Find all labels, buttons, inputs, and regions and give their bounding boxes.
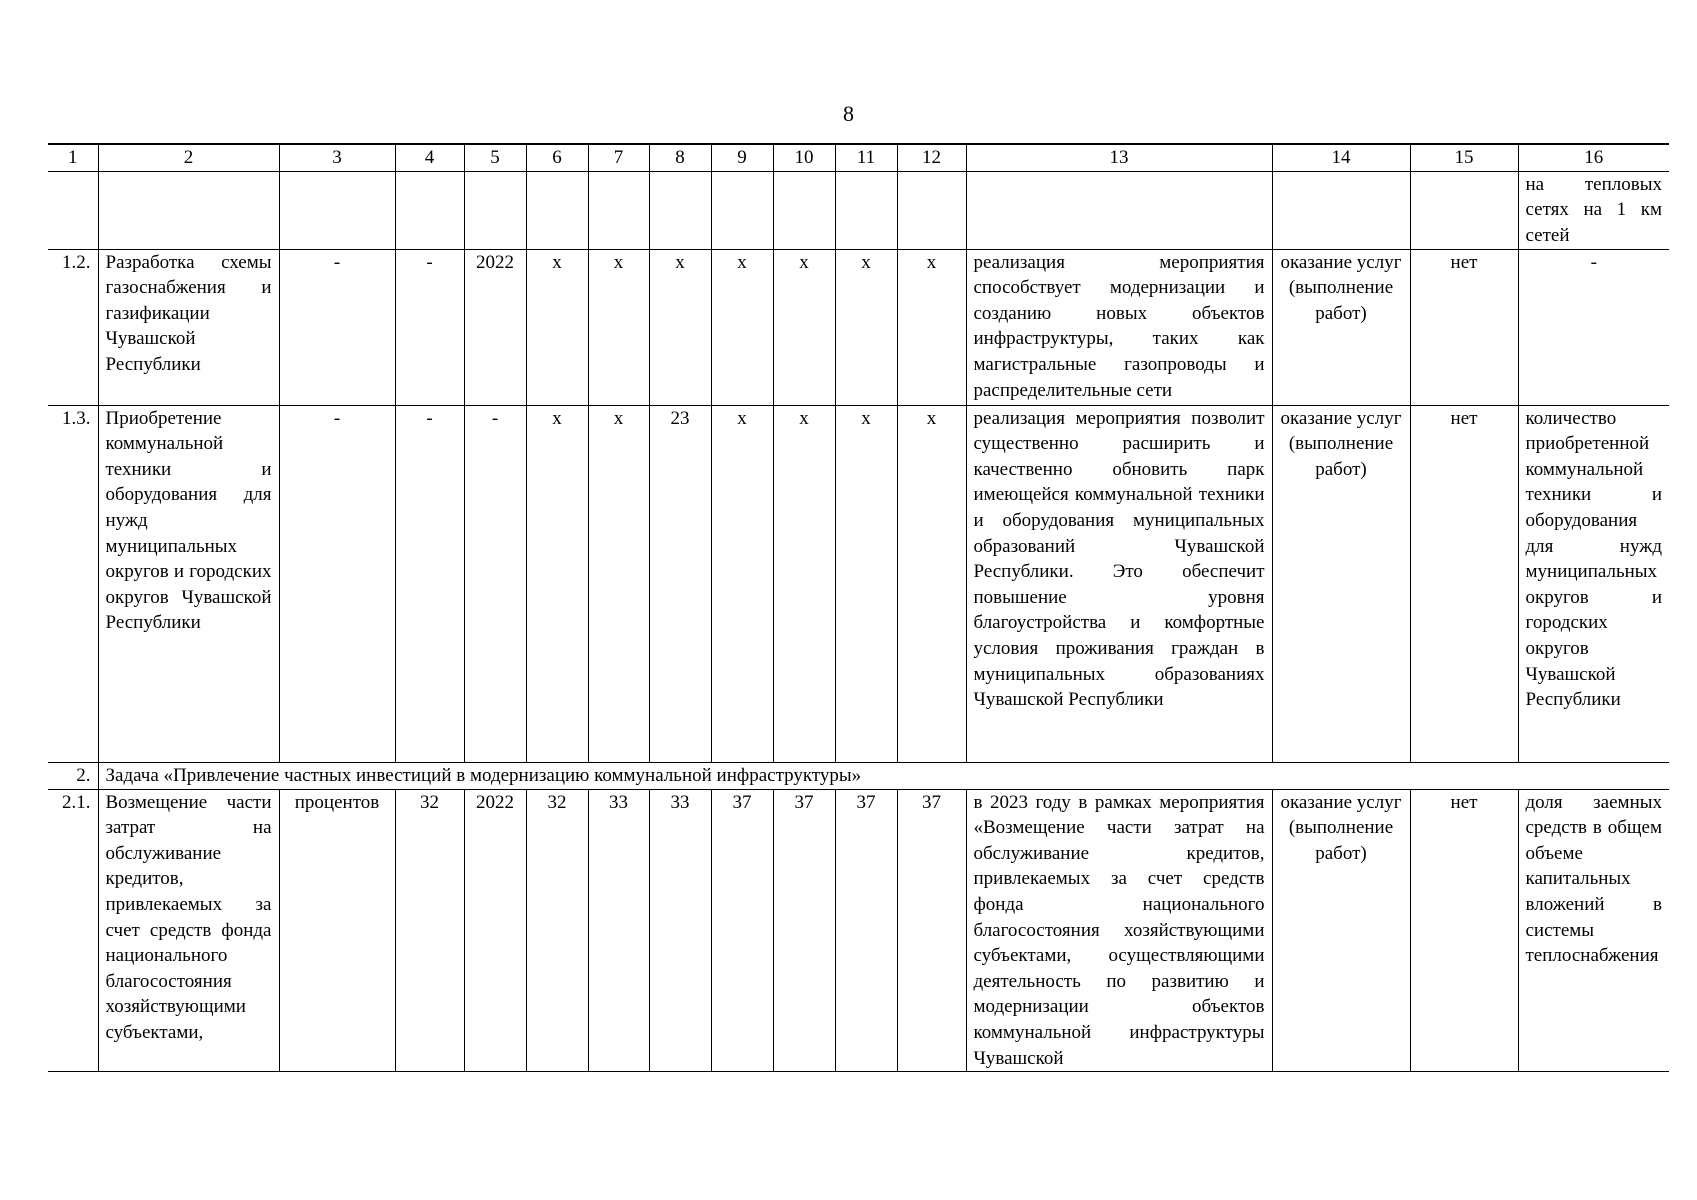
measure-name: Разработка схемы газоснабжения и газификации Чувашской Республики	[98, 249, 279, 405]
row-number: 1.2.	[48, 249, 98, 405]
base-value: 32	[395, 789, 464, 1072]
year-value: 37	[835, 789, 897, 1072]
header-cell: 10	[773, 144, 835, 171]
task-row	[48, 762, 1669, 789]
task-number: 2.	[48, 762, 98, 789]
year-value: x	[588, 249, 649, 405]
table-row	[48, 249, 1669, 405]
header-cell: 15	[1410, 144, 1518, 171]
header-cell: 16	[1518, 144, 1669, 171]
header-cell: 9	[711, 144, 773, 171]
header-cell: 4	[395, 144, 464, 171]
year-value	[649, 171, 711, 249]
task-title: Задача «Привлечение частных инвестиций в модернизацию коммунальной инфраструктуры»	[98, 762, 1669, 789]
base-value: -	[395, 405, 464, 762]
row-number	[48, 171, 98, 249]
year-value: x	[897, 249, 966, 405]
year-value	[897, 171, 966, 249]
header-cell: 14	[1272, 144, 1410, 171]
flag-cell: нет	[1410, 789, 1518, 1072]
base-year: -	[464, 405, 526, 762]
flag-cell: нет	[1410, 249, 1518, 405]
year-value: x	[649, 249, 711, 405]
year-value: x	[711, 405, 773, 762]
year-value: 23	[649, 405, 711, 762]
year-value: 33	[588, 789, 649, 1072]
year-value: x	[773, 405, 835, 762]
measure-name: Приобретение коммунальной техники и оборудования для нужд муниципальных округов и городских округов Чувашской Республики	[98, 405, 279, 762]
indicator-cell: количество приобретенной коммунальной техники и оборудования для нужд муниципальных округов и городских округов Чувашской Республики	[1518, 405, 1669, 762]
header-cell: 7	[588, 144, 649, 171]
header-cell: 8	[649, 144, 711, 171]
year-value	[835, 171, 897, 249]
row-number: 2.1.	[48, 789, 98, 1072]
description-cell: в 2023 году в рамках мероприятия «Возмещение части затрат на обслуживание кредитов, привлекаемых за счет средств фонда национального благосостояния хозяйствующими субъектами, осуществляющими деятельность по развитию и модернизации объектов коммунальной инфраструктуры Чувашской	[966, 789, 1272, 1072]
header-cell: 5	[464, 144, 526, 171]
header-cell: 1	[48, 144, 98, 171]
flag-cell	[1410, 171, 1518, 249]
type-cell: оказание услуг (выполнение работ)	[1272, 789, 1410, 1072]
header-cell: 2	[98, 144, 279, 171]
page-number: 8	[843, 101, 854, 126]
year-value: x	[835, 249, 897, 405]
year-value: 37	[711, 789, 773, 1072]
description-cell: реализация мероприятия позволит существенно расширить и качественно обновить парк имеющейся коммунальной техники и оборудования муниципальных образований Чувашской Республики. Это обеспечит повышение уровня благоустройства и комфортные условия проживания граждан в муниципальных образованиях Чувашской Республики	[966, 405, 1272, 762]
measure-name: Возмещение части затрат на обслуживание кредитов, привлекаемых за счет средств фонда национального благосостояния хозяйствующими субъектами,	[98, 789, 279, 1072]
flag-cell: нет	[1410, 405, 1518, 762]
header-cell: 3	[279, 144, 395, 171]
year-value	[588, 171, 649, 249]
type-cell: оказание услуг (выполнение работ)	[1272, 405, 1410, 762]
year-value	[526, 171, 588, 249]
type-cell: оказание услуг (выполнение работ)	[1272, 249, 1410, 405]
row-number: 1.3.	[48, 405, 98, 762]
unit-cell: -	[279, 249, 395, 405]
year-value: x	[773, 249, 835, 405]
year-value	[773, 171, 835, 249]
year-value: 37	[897, 789, 966, 1072]
description-cell: реализация мероприятия способствует модернизации и созданию новых объектов инфраструктуры, таких как магистральные газопроводы и распределительные сети	[966, 249, 1272, 405]
indicator-cell: на тепловых сетях на 1 км сетей	[1518, 171, 1669, 249]
year-value: x	[526, 405, 588, 762]
measure-name	[98, 171, 279, 249]
year-value: 33	[649, 789, 711, 1072]
header-cell: 6	[526, 144, 588, 171]
type-cell	[1272, 171, 1410, 249]
year-value	[711, 171, 773, 249]
year-value: x	[711, 249, 773, 405]
table-row	[48, 171, 1669, 249]
indicator-cell: доля заемных средств в общем объеме капитальных вложений в системы теплоснабжения	[1518, 789, 1669, 1072]
unit-cell: -	[279, 405, 395, 762]
base-year: 2022	[464, 249, 526, 405]
base-year: 2022	[464, 789, 526, 1072]
table-row	[48, 405, 1669, 762]
base-value	[395, 171, 464, 249]
header-cell: 11	[835, 144, 897, 171]
year-value: 32	[526, 789, 588, 1072]
header-cell: 13	[966, 144, 1272, 171]
unit-cell	[279, 171, 395, 249]
year-value: x	[835, 405, 897, 762]
year-value: 37	[773, 789, 835, 1072]
year-value: x	[588, 405, 649, 762]
table-row	[48, 789, 1669, 1072]
indicator-cell: -	[1518, 249, 1669, 405]
header-row	[48, 144, 1669, 171]
header-cell: 12	[897, 144, 966, 171]
base-year	[464, 171, 526, 249]
main-table	[48, 143, 1669, 1072]
year-value: x	[897, 405, 966, 762]
base-value: -	[395, 249, 464, 405]
unit-cell: процентов	[279, 789, 395, 1072]
description-cell	[966, 171, 1272, 249]
year-value: x	[526, 249, 588, 405]
